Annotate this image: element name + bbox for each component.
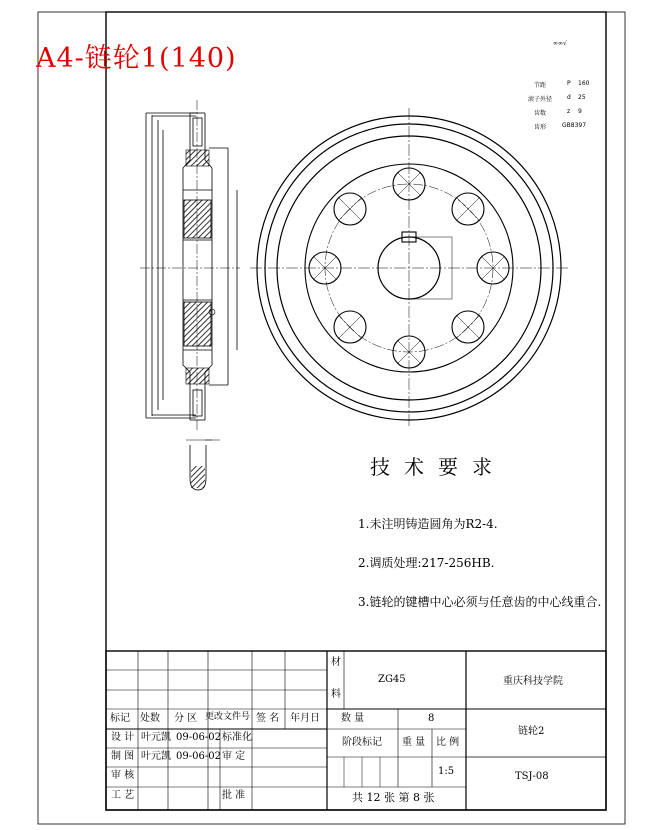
count-label: 数 量 [341,713,365,724]
requirement-item: 3.链轮的键槽中心必须与任意齿的中心线重合. [358,595,602,609]
param-symbol: P [567,80,571,87]
rev-header: 更改文件号 [205,712,251,722]
param-symbol: d [567,94,571,101]
sign-date: 09-06-02 [176,732,221,743]
tooth-hatch [191,466,205,488]
param-value: 25 [578,94,586,101]
material-label: 材 [331,657,341,668]
param-label: 齿形 [534,124,547,131]
part-name: 链轮2 [518,726,545,737]
rev-header: 标记 [110,713,130,724]
role: 审 核 [111,770,135,781]
scale-label: 比 例 [436,737,460,748]
param-label: 滚子外径 [528,96,553,103]
person-name: 叶元凯 [141,751,171,762]
hatch-rim-top [186,150,209,166]
front-view [250,108,571,428]
hatch-bottom [184,302,211,346]
drawing-number: TSJ-08 [515,771,549,782]
role: 设 计 [111,732,135,743]
scale-value: 1:5 [438,766,455,777]
param-value: 160 [578,80,590,87]
school-name: 重庆科技学院 [503,676,563,687]
requirement-item: 2.调质处理:217-256HB. [358,556,495,570]
param-value: 9 [578,108,582,115]
requirement-item: 1.未注明铸造圆角为R2-4. [358,517,498,531]
surface-finish-mark: ∞∞√ [553,40,567,47]
person-name: 叶元凯 [141,732,171,743]
param-label: 节距 [534,82,547,89]
hatch-top [184,200,211,238]
material-value: ZG45 [378,674,406,685]
role2: 审 定 [222,751,246,762]
rev-header: 签 名 [256,713,280,724]
sign-date: 09-06-02 [176,751,221,762]
material-label: 料 [331,689,341,700]
param-label: 齿数 [534,110,547,117]
sheet-info: 共 12 张 第 8 张 [352,791,435,804]
stage-label: 阶段标记 [342,737,382,748]
role: 制 图 [111,751,135,762]
rev-header: 年月日 [290,713,320,724]
role: 工 艺 [111,790,135,801]
role2: 标准化 [222,732,252,743]
rev-header: 处数 [140,713,160,724]
sheet-outer-border [38,12,625,824]
technical-requirements-title: 技术要求 [370,455,506,479]
rev-header: 分 区 [174,713,198,724]
drawing-title: A4-链轮1(140) [36,43,237,74]
role2: 批 准 [222,790,246,801]
param-symbol: z [567,108,571,115]
param-value: GB8397 [562,122,587,129]
hatch-rim-bottom [186,368,209,384]
weight-label: 重 量 [402,737,426,748]
count-value: 8 [428,713,435,724]
